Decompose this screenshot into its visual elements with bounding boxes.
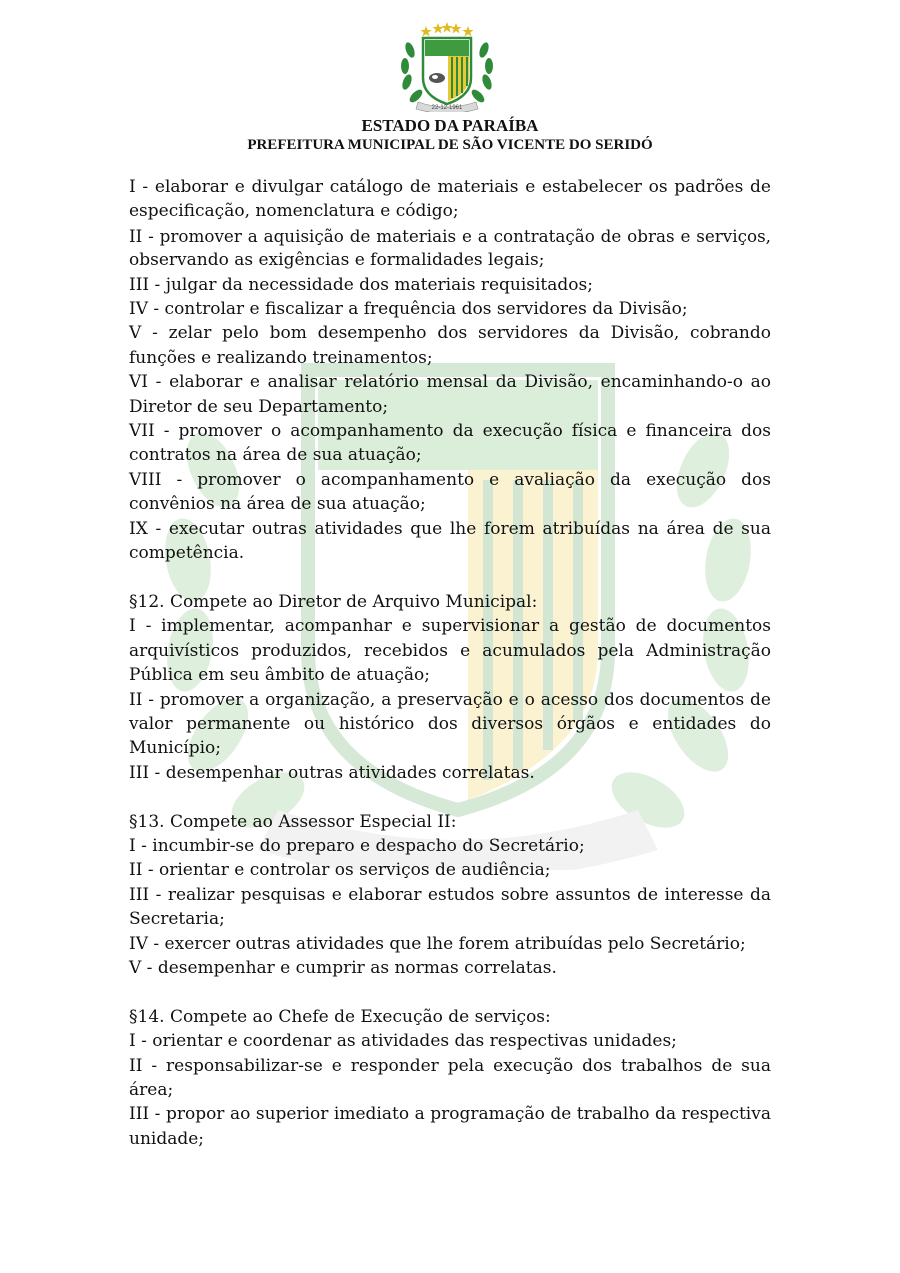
blank-line [129,785,771,809]
text-line: IX - executar outras atividades que lhe forem atribuídas na área de sua [129,518,771,539]
text-line: I - elaborar e divulgar catálogo de materiais e estabelecer os padrões de [129,177,771,197]
text-line: III - realizar pesquisas e elaborar estudos sobre assuntos de interesse da [129,884,771,905]
text-line: II - responsabilizar-se e responder pela execução dos trabalhos de sua [129,1055,771,1076]
text-line: I - incumbir-se do preparo e despacho do Secretário; [129,835,585,856]
text-line: V - zelar pelo bom desempenho dos servidores da Divisão, cobrando [129,323,771,344]
stars-icon [421,22,474,37]
text-line: convênios na área de sua atuação; [129,494,426,515]
document-body [129,175,771,1151]
text-line: III - propor ao superior imediato a programação de trabalho da respectiva [129,1104,771,1125]
text-line: II - orientar e controlar os serviços de audiência; [129,860,551,881]
prefecture-title: PREFEITURA MUNICIPAL DE SÃO VICENTE DO SERIDÓ [247,137,653,153]
text-line: III - julgar da necessidade dos materiais requisitados; [129,274,593,295]
text-line: I - implementar, acompanhar e supervisionar a gestão de documentos [129,616,771,637]
text-line: VI - elaborar e analisar relatório mensal da Divisão, encaminhando-o ao [129,372,771,393]
text-line: III - desempenhar outras atividades correlatas. [129,762,535,783]
section-heading: §13. Compete ao Assessor Especial II: [129,811,457,832]
text-line: contratos na área de sua atuação; [129,445,422,466]
text-line: II - promover a aquisição de materiais e a contratação de obras e serviços, [129,225,771,246]
text-line: IV - controlar e fiscalizar a frequência dos servidores da Divisão; [129,299,688,320]
text-line: observando as exigências e formalidades legais; [129,250,545,271]
text-line: Secretaria; [129,909,225,930]
section-heading: §12. Compete ao Diretor de Arquivo Municipal: [129,591,538,612]
text-line: valor permanente ou histórico dos diversos órgãos e entidades do [129,713,771,734]
text-line: arquivísticos produzidos, recebidos e acumulados pela Administração [129,640,771,661]
text-line: Município; [129,738,221,759]
coat-of-arms [396,20,498,112]
state-title: ESTADO DA PARAÍBA [361,116,539,135]
text-line: II - promover a organização, a preservação e o acesso dos documentos de [129,689,771,710]
text-line: unidade; [129,1128,205,1149]
text-line: V - desempenhar e cumprir as normas correlatas. [129,957,557,978]
section-heading: §14. Compete ao Chefe de Execução de serviços: [129,1006,551,1027]
text-line: Diretor de seu Departamento; [129,396,389,417]
blank-line [129,980,771,1004]
text-line: I - orientar e coordenar as atividades das respectivas unidades; [129,1031,677,1052]
text-line: Pública em seu âmbito de atuação; [129,665,430,686]
text-line: IV - exercer outras atividades que lhe forem atribuídas pelo Secretário; [129,933,746,954]
text-line: área; [129,1079,174,1100]
document-header [0,116,900,154]
blank-line [129,566,771,590]
crest-date: 22-12-1961 [431,105,463,111]
text-line: funções e realizando treinamentos; [129,347,433,368]
text-line: especificação, nomenclatura e código; [129,201,459,222]
text-line: VII - promover o acompanhamento da execução física e financeira dos [129,421,771,442]
text-line: VIII - promover o acompanhamento e avaliação da execução dos [129,469,771,490]
text-line: competência. [129,543,245,564]
